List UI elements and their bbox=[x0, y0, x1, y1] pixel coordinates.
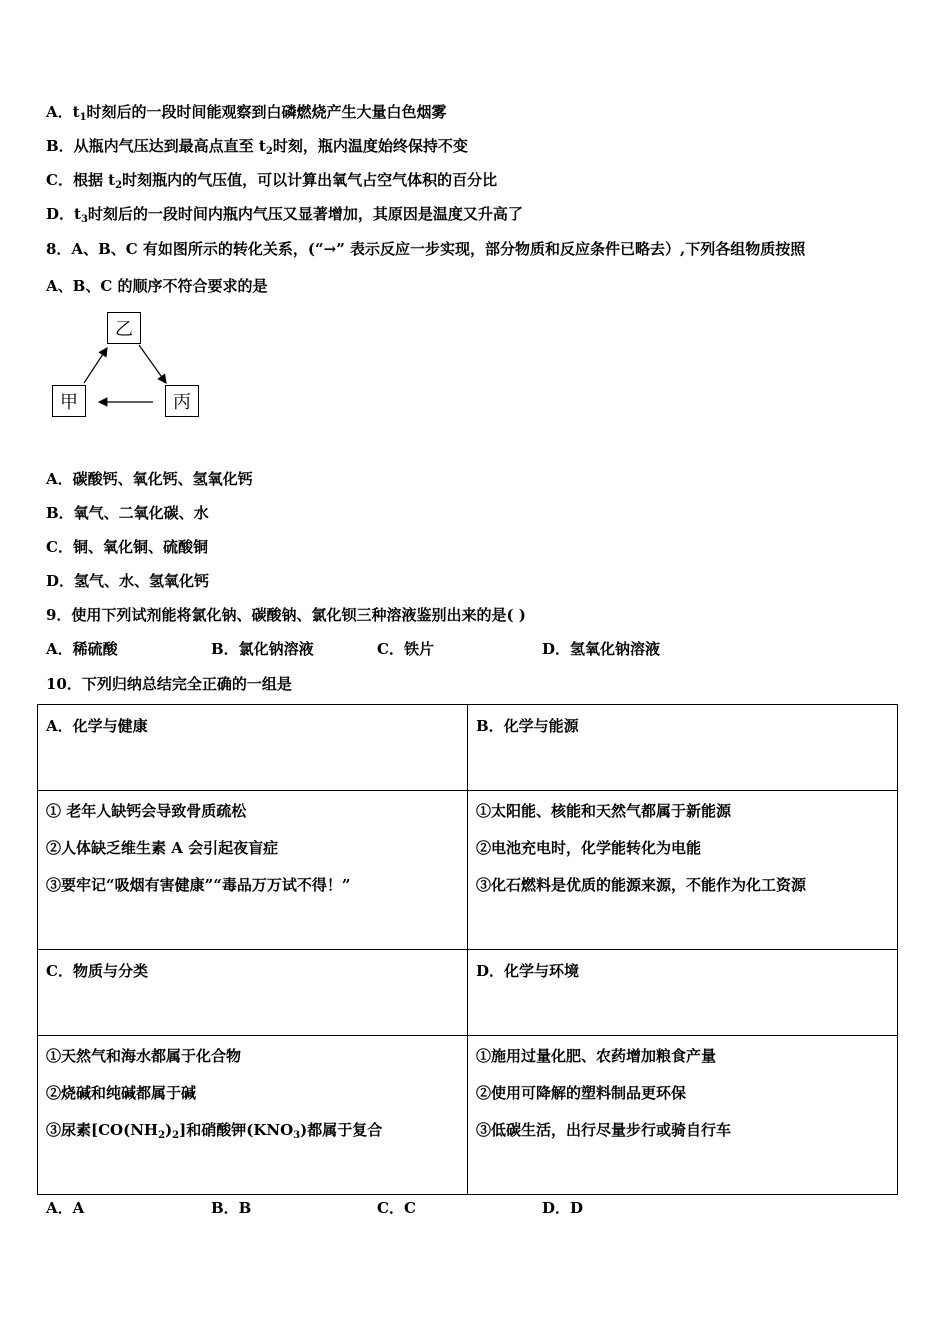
c-item-1: ①天然气和海水都属于化合物 bbox=[46, 1047, 242, 1065]
q8-diagram bbox=[40, 305, 220, 430]
q8-option-b: B．氧气、二氧化碳、水 bbox=[46, 504, 209, 522]
d-title: D．化学与环境 bbox=[476, 962, 580, 980]
q10-table bbox=[37, 704, 898, 1195]
q9-option-c: C．铁片 bbox=[377, 640, 434, 658]
b-item-1: ①太阳能、核能和天然气都属于新能源 bbox=[476, 802, 732, 820]
q7-option-d: D．$t_3$时刻后的一段时间内瓶内气压又显著增加，其原因是温度又升高了 bbox=[46, 205, 523, 225]
arrow-jia-to-yi bbox=[84, 348, 107, 383]
c-item-3: ③尿素$[CO(NH_2)_2]$和硝酸钾$(KNO_3)$都属于复合 bbox=[46, 1121, 383, 1141]
d-item-1: ①施用过量化肥、农药增加粮食产量 bbox=[476, 1047, 717, 1065]
diagram-node-jia: 甲 bbox=[52, 385, 86, 417]
a-item-2: ②人体缺乏维生素 A 会引起夜盲症 bbox=[46, 839, 279, 857]
q7-option-b: B．从瓶内气压达到最高点直至 $t_2$时刻，瓶内温度始终保持不变 bbox=[46, 137, 468, 157]
a-item-1: ① 老年人缺钙会导致骨质疏松 bbox=[46, 802, 247, 820]
d-item-2: ②使用可降解的塑料制品更环保 bbox=[476, 1084, 687, 1102]
b-title: B．化学与能源 bbox=[476, 717, 579, 735]
q10-stem: 10．下列归纳总结完全正确的一组是 bbox=[46, 675, 292, 693]
q9-stem: 9．使用下列试剂能将氯化钠、碳酸钠、氯化钡三种溶液鉴别出来的是( ) bbox=[46, 606, 526, 624]
cell-a-items bbox=[38, 791, 468, 950]
d-item-3: ③低碳生活，出行尽量步行或骑自行车 bbox=[476, 1121, 732, 1139]
cell-d-items bbox=[468, 1036, 898, 1195]
b-item-3: ③化石燃料是优质的能源来源，不能作为化工资源 bbox=[476, 876, 807, 894]
q9-option-a: A．稀硫酸 bbox=[46, 640, 118, 658]
cell-c-title bbox=[38, 950, 468, 1036]
a-title: A．化学与健康 bbox=[46, 717, 148, 735]
cell-b-items bbox=[468, 791, 898, 950]
diagram-node-bing: 丙 bbox=[165, 385, 199, 417]
a-item-3: ③要牢记“吸烟有害健康”“毒品万万试不得！” bbox=[46, 876, 351, 894]
q10-option-d: D．D bbox=[542, 1199, 584, 1217]
q7-option-c: C．根据 $t_2$时刻瓶内的气压值，可以计算出氧气占空气体积的百分比 bbox=[46, 171, 498, 191]
q7-option-a: A．$t_1$时刻后的一段时间能观察到白磷燃烧产生大量白色烟雾 bbox=[46, 103, 447, 123]
c-item-2: ②烧碱和纯碱都属于碱 bbox=[46, 1084, 197, 1102]
arrow-yi-to-bing bbox=[139, 345, 166, 383]
q8-stem-line2: A、B、C 的顺序不符合要求的是 bbox=[46, 277, 268, 295]
cell-b-title bbox=[468, 705, 898, 791]
cell-a-title bbox=[38, 705, 468, 791]
cell-c-items bbox=[38, 1036, 468, 1195]
c-title: C．物质与分类 bbox=[46, 962, 148, 980]
q9-option-d: D．氢氧化钠溶液 bbox=[542, 640, 661, 658]
q8-stem-line1: 8．A、B、C 有如图所示的转化关系，(“→” 表示反应一步实现，部分物质和反应条件已略去）,下列各组物质按照 bbox=[46, 240, 806, 258]
cell-d-title bbox=[468, 950, 898, 1036]
q10-option-c: C．C bbox=[377, 1199, 416, 1217]
diagram-node-yi: 乙 bbox=[107, 312, 141, 344]
q8-option-d: D．氢气、水、氢氧化钙 bbox=[46, 572, 210, 590]
q10-option-a: A．A bbox=[46, 1199, 85, 1217]
b-item-2: ②电池充电时，化学能转化为电能 bbox=[476, 839, 702, 857]
q8-option-a: A．碳酸钙、氧化钙、氢氧化钙 bbox=[46, 470, 253, 488]
q9-option-b: B．氯化钠溶液 bbox=[211, 640, 314, 658]
q10-option-b: B．B bbox=[211, 1199, 252, 1217]
q8-option-c: C．铜、氧化铜、硫酸铜 bbox=[46, 538, 208, 556]
